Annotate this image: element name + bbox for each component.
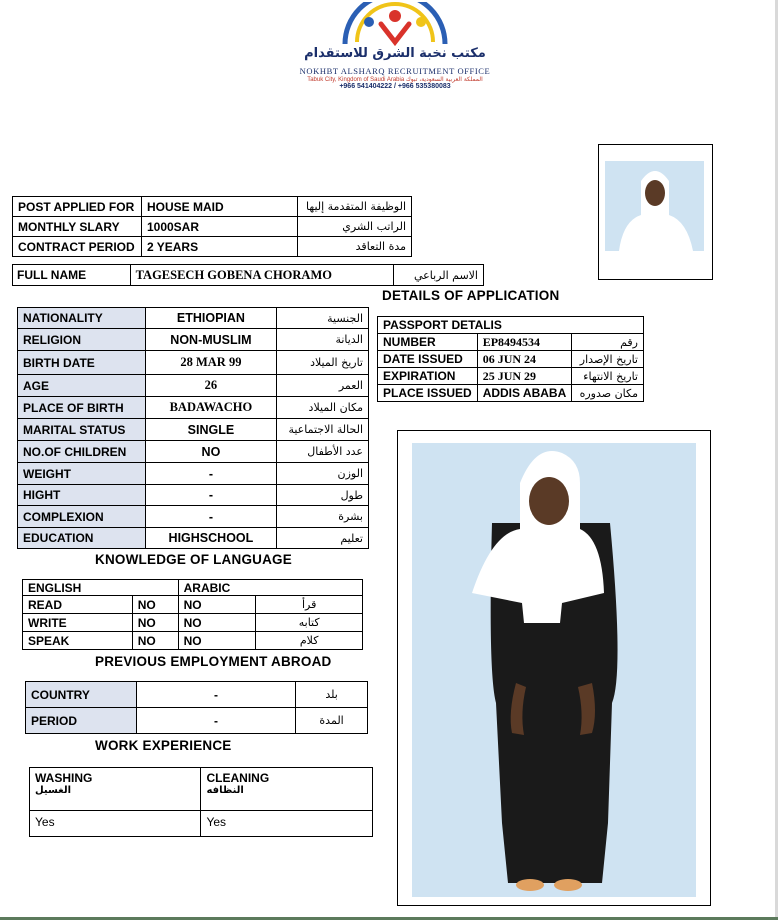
table-row [378, 368, 644, 385]
table-row [378, 334, 644, 351]
personal-label-ar: العمر [277, 375, 369, 397]
personal-label: HIGHT [18, 485, 146, 506]
language-skill-ar: كلام [256, 632, 363, 650]
job-label-ar: الراتب الشري [298, 217, 412, 237]
table-row [18, 528, 369, 549]
table-row [23, 596, 363, 614]
details-title: DETAILS OF APPLICATION [382, 288, 560, 303]
personal-label-ar: الديانة [277, 329, 369, 351]
personal-label: MARITAL STATUS [18, 419, 146, 441]
table-row [13, 237, 412, 257]
language-english-value: NO [132, 614, 178, 632]
table-row [23, 614, 363, 632]
personal-label-ar: طول [277, 485, 369, 506]
passport-label: NUMBER [378, 334, 478, 351]
experience-label-ar: الغسيل [35, 785, 72, 796]
personal-table [17, 307, 369, 549]
table-row [18, 419, 369, 441]
job-label: POST APPLIED FOR [13, 197, 142, 217]
employment-value: - [136, 682, 295, 708]
table-row [18, 329, 369, 351]
job-table [12, 196, 412, 257]
personal-value: SINGLE [145, 419, 276, 441]
employment-table [25, 681, 368, 734]
personal-label: WEIGHT [18, 463, 146, 485]
job-label-ar: مدة التعاقد [298, 237, 412, 257]
personal-label-ar: تعليم [277, 528, 369, 549]
experience-title: WORK EXPERIENCE [95, 738, 232, 753]
table-row [18, 441, 369, 463]
large-photo-frame [397, 430, 711, 906]
logo-emblem-icon [325, 2, 465, 50]
language-english-value: NO [132, 596, 178, 614]
experience-item [201, 768, 373, 811]
language-col-arabic: ARABIC [178, 580, 362, 596]
personal-value: BADAWACHO [145, 397, 276, 419]
small-applicant-photo [605, 161, 704, 251]
personal-label: AGE [18, 375, 146, 397]
language-skill: SPEAK [23, 632, 133, 650]
logo-phones: +966 541404222 / +966 535380083 [339, 83, 451, 90]
personal-value: NO [145, 441, 276, 463]
table-row [18, 375, 369, 397]
experience-value: Yes [30, 811, 201, 837]
experience-label-ar: النظافه [206, 785, 244, 796]
experience-item [30, 768, 201, 811]
passport-label: EXPIRATION [378, 368, 478, 385]
passport-value: ADDIS ABABA [477, 385, 572, 402]
experience-table [29, 767, 373, 837]
language-skill: WRITE [23, 614, 133, 632]
language-col-english: ENGLISH [23, 580, 179, 596]
employment-label: PERIOD [26, 708, 137, 734]
passport-label-ar: مكان صدوره [572, 385, 644, 402]
personal-label: EDUCATION [18, 528, 146, 549]
logo-english-name: NOKHBT ALSHARQ RECRUITMENT OFFICE [299, 66, 491, 76]
large-applicant-photo [412, 443, 696, 897]
personal-value: ETHIOPIAN [145, 308, 276, 329]
language-arabic-value: NO [178, 632, 256, 650]
language-skill-ar: قرأ [256, 596, 363, 614]
passport-label-ar: تاريخ الانتهاء [572, 368, 644, 385]
full-name-label-ar: الاسم الرباعي [394, 265, 484, 286]
job-label-ar: الوظيفة المتقدمة إليها [298, 197, 412, 217]
employment-value: - [136, 708, 295, 734]
table-row [378, 385, 644, 402]
personal-label-ar: الجنسية [277, 308, 369, 329]
personal-value: HIGHSCHOOL [145, 528, 276, 549]
table-row [18, 485, 369, 506]
personal-label-ar: بشرة [277, 506, 369, 528]
personal-label: COMPLEXION [18, 506, 146, 528]
job-value: HOUSE MAID [141, 197, 297, 217]
personal-label: PLACE OF BIRTH [18, 397, 146, 419]
job-label: CONTRACT PERIOD [13, 237, 142, 257]
personal-label-ar: الوزن [277, 463, 369, 485]
full-name-value: TAGESECH GOBENA CHORAMO [130, 265, 393, 286]
passport-label: PLACE ISSUED [378, 385, 478, 402]
job-value: 2 YEARS [141, 237, 297, 257]
employment-title: PREVIOUS EMPLOYMENT ABROAD [95, 654, 332, 669]
personal-value: 26 [145, 375, 276, 397]
job-value: 1000SAR [141, 217, 297, 237]
table-row [23, 632, 363, 650]
personal-label-ar: مكان الميلاد [277, 397, 369, 419]
employment-label-ar: بلد [296, 682, 368, 708]
experience-label: CLEANING [206, 771, 270, 785]
table-row [13, 217, 412, 237]
table-row [18, 397, 369, 419]
passport-value: 25 JUN 29 [477, 368, 572, 385]
personal-label: RELIGION [18, 329, 146, 351]
logo-address-en: Tabuk City, Kingdom of Saudi Arabia [307, 77, 405, 83]
table-row [18, 308, 369, 329]
personal-label: BIRTH DATE [18, 351, 146, 375]
logo-address-ar: المملكة العربية السعودية، تبوك [405, 76, 483, 83]
full-name-label: FULL NAME [13, 265, 131, 286]
personal-value: - [145, 485, 276, 506]
passport-label: DATE ISSUED [378, 351, 478, 368]
table-row [26, 682, 368, 708]
language-skill-ar: كتابه [256, 614, 363, 632]
personal-label: NATIONALITY [18, 308, 146, 329]
language-title: KNOWLEDGE OF LANGUAGE [95, 552, 292, 567]
passport-value: EP8494534 [477, 334, 572, 351]
table-row [13, 197, 412, 217]
full-name-table [12, 264, 484, 286]
experience-label: WASHING [35, 771, 93, 785]
experience-value: Yes [201, 811, 373, 837]
personal-label: NO.OF CHILDREN [18, 441, 146, 463]
employment-label: COUNTRY [26, 682, 137, 708]
table-row [378, 351, 644, 368]
office-logo [270, 2, 520, 92]
language-english-value: NO [132, 632, 178, 650]
passport-label-ar: رقم [572, 334, 644, 351]
passport-value: 06 JUN 24 [477, 351, 572, 368]
table-row [18, 463, 369, 485]
language-table [22, 579, 363, 650]
employment-label-ar: المدة [296, 708, 368, 734]
personal-label-ar: عدد الأطفال [277, 441, 369, 463]
personal-value: 28 MAR 99 [145, 351, 276, 375]
table-row [18, 506, 369, 528]
personal-value: NON-MUSLIM [145, 329, 276, 351]
table-row [26, 708, 368, 734]
personal-label-ar: تاريخ الميلاد [277, 351, 369, 375]
logo-arabic-name: مكتب نخبة الشرق للاستقدام [304, 46, 486, 61]
language-skill: READ [23, 596, 133, 614]
passport-title: PASSPORT DETALIS [378, 317, 644, 334]
language-arabic-value: NO [178, 596, 256, 614]
personal-label-ar: الحالة الاجتماعية [277, 419, 369, 441]
passport-table [377, 316, 644, 402]
language-arabic-value: NO [178, 614, 256, 632]
passport-label-ar: تاريخ الإصدار [572, 351, 644, 368]
job-label: MONTHLY SLARY [13, 217, 142, 237]
personal-value: - [145, 506, 276, 528]
personal-value: - [145, 463, 276, 485]
table-row [18, 351, 369, 375]
small-photo-frame [598, 144, 713, 280]
